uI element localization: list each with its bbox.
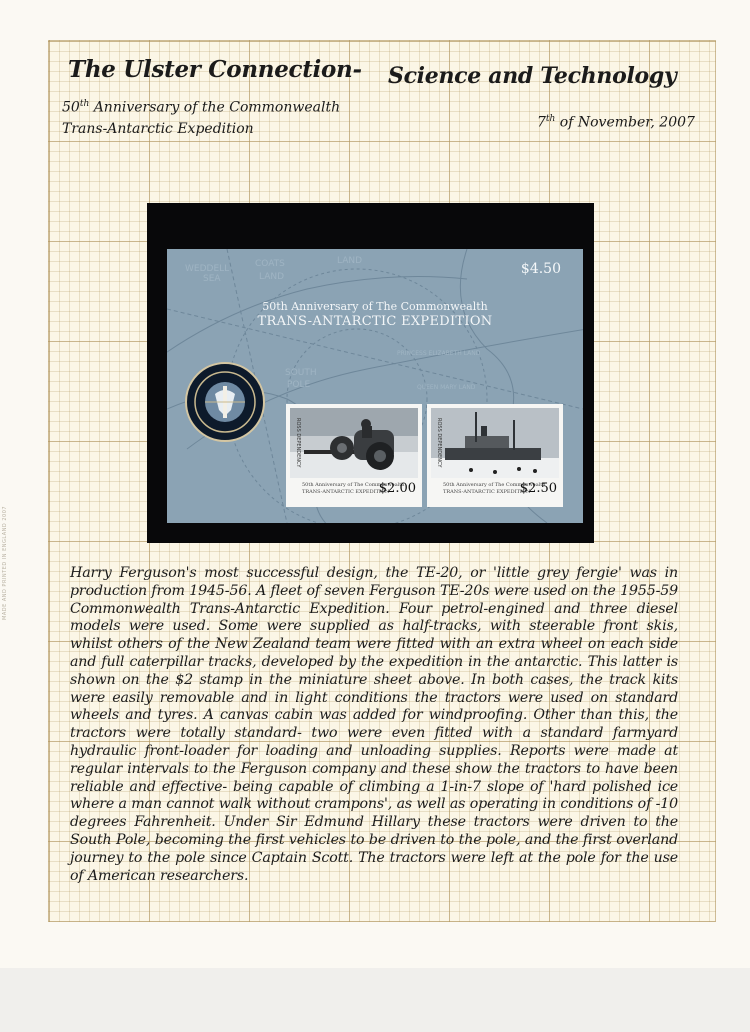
sheet-heading-line2: TRANS-ANTARCTIC EXPEDITION bbox=[257, 314, 493, 329]
stamp-ship-photo bbox=[431, 408, 559, 478]
stamp-caption-line2: TRANS-ANTARCTIC EXPEDITION bbox=[443, 489, 531, 495]
map-label-coats: COATS bbox=[255, 259, 285, 269]
page-title: The Ulster Connection- bbox=[68, 56, 362, 83]
map-label-princess-elizabeth: PRINCESS ELIZABETH LAND bbox=[397, 350, 481, 357]
stamp-ship bbox=[427, 404, 563, 507]
stamp-value: $2.50 bbox=[519, 481, 557, 496]
subtitle-line1: Anniversary of the Commonwealth bbox=[89, 99, 341, 116]
stamp-caption-line1: 50th Anniversary of The Commonwealth bbox=[302, 482, 405, 488]
date-rest: of November, 2007 bbox=[555, 114, 695, 131]
stamp-tractor bbox=[286, 404, 422, 507]
page-theme-title: Science and Technology bbox=[388, 63, 677, 89]
stamp-tractor-photo bbox=[290, 408, 418, 478]
expedition-emblem bbox=[185, 362, 265, 442]
map-label-land-1: LAND bbox=[337, 256, 363, 266]
stamp-country: ROSS DEPENDENCY bbox=[436, 418, 442, 468]
sheet-price: $4.50 bbox=[520, 261, 561, 277]
tractor-image-icon bbox=[290, 408, 418, 478]
stamp-value: $2.00 bbox=[378, 481, 416, 496]
ship-image-icon bbox=[431, 408, 559, 478]
miniature-sheet bbox=[167, 249, 583, 523]
map-label-pole: POLE bbox=[287, 380, 311, 390]
map-label-weddell: WEDDELL bbox=[185, 264, 230, 274]
subtitle-line2: Trans-Antarctic Expedition bbox=[62, 120, 254, 137]
page-bottom-edge bbox=[0, 968, 750, 1032]
map-label-land-2: LAND bbox=[259, 272, 285, 282]
emblem-globe-icon bbox=[187, 364, 263, 440]
page-subtitle bbox=[62, 94, 340, 140]
printer-imprint: MADE AND PRINTED IN ENGLAND 2007 bbox=[2, 505, 8, 620]
map-label-queen-mary: QUEEN MARY LAND bbox=[417, 384, 476, 391]
map-label-south: SOUTH bbox=[285, 368, 317, 378]
map-label-sea: SEA bbox=[203, 274, 221, 284]
description-text: Harry Ferguson's most successful design, the TE-20, or 'little grey fergie' was in production from 1945-56. A fleet of seven Ferguson TE-20s were used on the 1955-59 Commonwealth Trans-Antarctic Expedition. Four petrol-engined and three diesel models were used. Some were supplied as half-tracks, with steerable front skis, whilst others of the New Zealand team were fitted with an extra wheel on each side and full caterpillar tracks, developed by the expedition in the antarctic. This latter is shown on the $2 stamp in the miniature sheet above. In both cases, the track kits were easily removable and in light conditions the tractors were used on standard wheels and tyres. A canvas cabin was added for windproofing. Other than this, the tractors were totally standard- two were even fitted with a standard farmyard hydraulic front-loader for loading and unloading supplies. Reports were made at regular intervals to the Ferguson company and these show the tractors to have been reliable and effective- being capable of climbing a 1-in-7 slope of 'hard polished ice where a man cannot walk without crampons', as well as operating in conditions of -10 degrees Fahrenheit. Under Sir Edmund Hillary these tractors were driven to the South Pole, becoming the first vehicles to be driven to the pole, and the first overland journey to the pole since Captain Scott. The tractors were left at the pole for the use of American researchers. bbox=[70, 565, 678, 884]
subtitle-number: 50 bbox=[62, 99, 80, 116]
stamp-caption-line1: 50th Anniversary of The Commonwealth bbox=[443, 482, 546, 488]
date-ordinal: th bbox=[545, 114, 556, 124]
issue-date bbox=[537, 114, 695, 131]
stamp-country: ROSS DEPENDENCY bbox=[295, 418, 301, 468]
subtitle-ordinal: th bbox=[79, 99, 90, 109]
sheet-heading-line1: 50th Anniversary of The Commonwealth bbox=[262, 300, 488, 313]
date-day: 7 bbox=[537, 114, 546, 131]
stamp-caption-line2: TRANS-ANTARCTIC EXPEDITION bbox=[302, 489, 390, 495]
